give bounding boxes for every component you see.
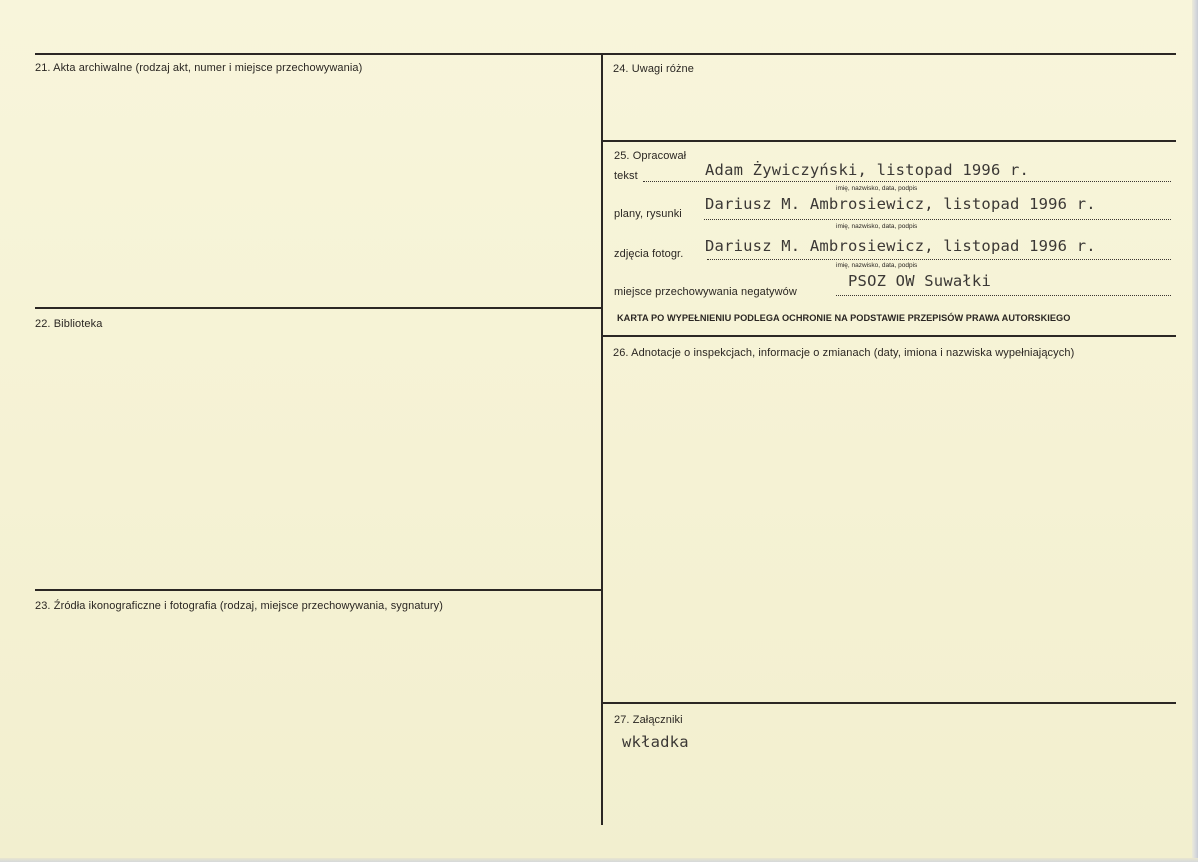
copyright-notice: KARTA PO WYPEŁNIENIU PODLEGA OCHRONIE NA PODSTAWIE PRZEPISÓW PRAWA AUTORSKIEGO bbox=[617, 313, 1071, 323]
negatywy-value: PSOZ OW Suwałki bbox=[848, 272, 991, 290]
section-24-label: 24. Uwagi różne bbox=[613, 63, 694, 75]
scan-edge-right bbox=[1192, 0, 1198, 862]
section-23-label: 23. Źródła ikonograficzne i fotografia (rodzaj, miejsce przechowywania, sygnatury) bbox=[35, 600, 444, 612]
plany-value: Dariusz M. Ambrosiewicz, listopad 1996 r. bbox=[705, 195, 1096, 213]
negatywy-dotted-line bbox=[836, 295, 1171, 296]
left-rule-23 bbox=[35, 589, 601, 591]
center-divider bbox=[601, 53, 603, 825]
scan-edge-bottom bbox=[0, 858, 1198, 862]
section-22-label: 22. Biblioteka bbox=[35, 318, 103, 330]
zdjecia-label: zdjęcia fotogr. bbox=[614, 248, 684, 260]
left-rule-22 bbox=[35, 307, 601, 309]
zdjecia-dotted-line bbox=[707, 259, 1171, 260]
zdjecia-caption: imię, nazwisko, data, podpis bbox=[836, 262, 918, 269]
right-rule-26 bbox=[603, 335, 1176, 337]
section-21-label: 21. Akta archiwalne (rodzaj akt, numer i miejsce przechowywania) bbox=[35, 62, 363, 74]
section-26-label: 26. Adnotacje o inspekcjach, informacje o zmianach (daty, imiona i nazwiska wypełniających) bbox=[613, 347, 1075, 359]
tekst-label: tekst bbox=[614, 170, 638, 182]
plany-caption: imię, nazwisko, data, podpis bbox=[836, 223, 918, 230]
section-27-value: wkładka bbox=[622, 733, 689, 751]
zdjecia-value: Dariusz M. Ambrosiewicz, listopad 1996 r. bbox=[705, 237, 1096, 255]
right-rule-25 bbox=[603, 140, 1176, 142]
top-rule bbox=[35, 53, 1176, 55]
tekst-value: Adam Żywiczyński, listopad 1996 r. bbox=[705, 161, 1030, 179]
section-27-label: 27. Załączniki bbox=[614, 714, 683, 726]
plany-dotted-line bbox=[704, 219, 1171, 220]
negatywy-label: miejsce przechowywania negatywów bbox=[614, 286, 797, 298]
right-rule-27 bbox=[603, 702, 1176, 704]
tekst-caption: imię, nazwisko, data, podpis bbox=[836, 185, 918, 192]
tekst-dotted-line bbox=[643, 181, 1171, 182]
section-25-label: 25. Opracował bbox=[614, 150, 687, 162]
plany-label: plany, rysunki bbox=[614, 208, 682, 220]
